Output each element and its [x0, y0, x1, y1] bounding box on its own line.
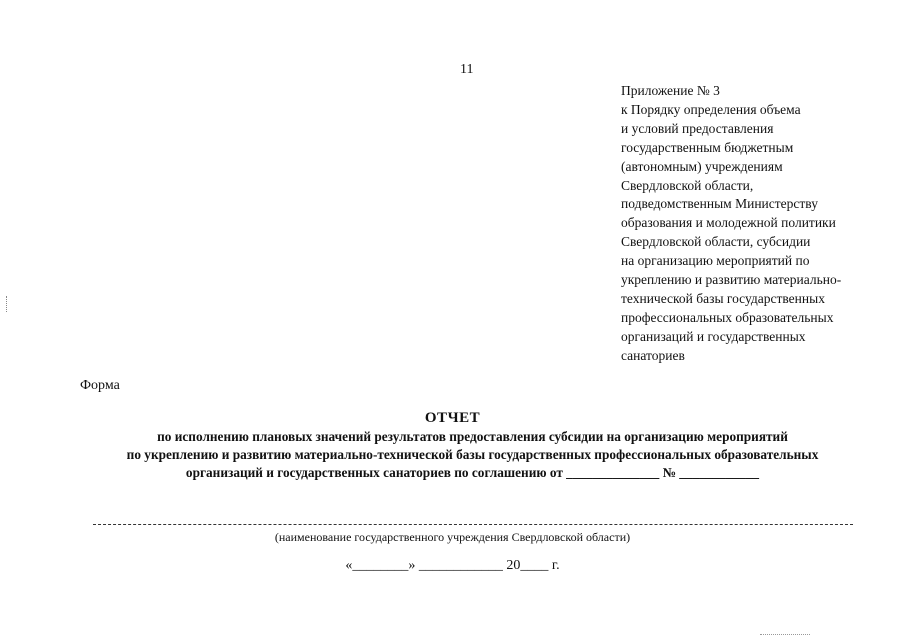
appendix-line: подведомственным Министерству	[621, 196, 818, 212]
organization-name-line	[93, 524, 853, 525]
appendix-line: к Порядку определения объема	[621, 101, 801, 117]
appendix-line: Приложение № 3	[621, 83, 720, 98]
appendix-line: укреплению и развитию материально-	[621, 272, 842, 288]
report-subtitle-line: организаций и государственных санаториев по соглашению от ______________ № ____________	[185, 465, 760, 480]
appendix-line: профессиональных образовательных	[621, 309, 834, 325]
organization-caption: (наименование государственного учреждения Свердловской области)	[274, 530, 631, 544]
report-subtitle-line: по исполнению плановых значений результатов предоставления субсидии на организацию мероприятий	[157, 429, 788, 444]
page-number: 11	[460, 62, 474, 77]
appendix-line: организаций и государственных	[621, 328, 806, 344]
appendix-block	[621, 82, 891, 366]
report-title: ОТЧЕТ	[424, 410, 481, 426]
date-line: «________» ____________ 20____ г.	[345, 558, 560, 573]
appendix-line: и условий предоставления	[621, 120, 774, 136]
scan-margin-mark	[6, 296, 9, 312]
report-subtitle-line: по укреплению и развитию материально-технической базы государственных профессиональных образовательных	[126, 447, 819, 462]
appendix-line: (автономным) учреждениям	[621, 158, 783, 174]
appendix-line: образования и молодежной политики	[621, 215, 836, 231]
report-subtitle	[40, 428, 905, 482]
appendix-line: государственным бюджетным	[621, 139, 794, 155]
appendix-line: санаториев	[621, 347, 685, 363]
appendix-line: на организацию мероприятий по	[621, 253, 810, 269]
appendix-line: технической базы государственных	[621, 290, 825, 306]
appendix-line: Свердловской области, субсидии	[621, 234, 811, 250]
scan-corner-mark	[760, 634, 810, 637]
appendix-line: Свердловской области,	[621, 177, 754, 193]
form-label: Форма	[80, 378, 120, 393]
